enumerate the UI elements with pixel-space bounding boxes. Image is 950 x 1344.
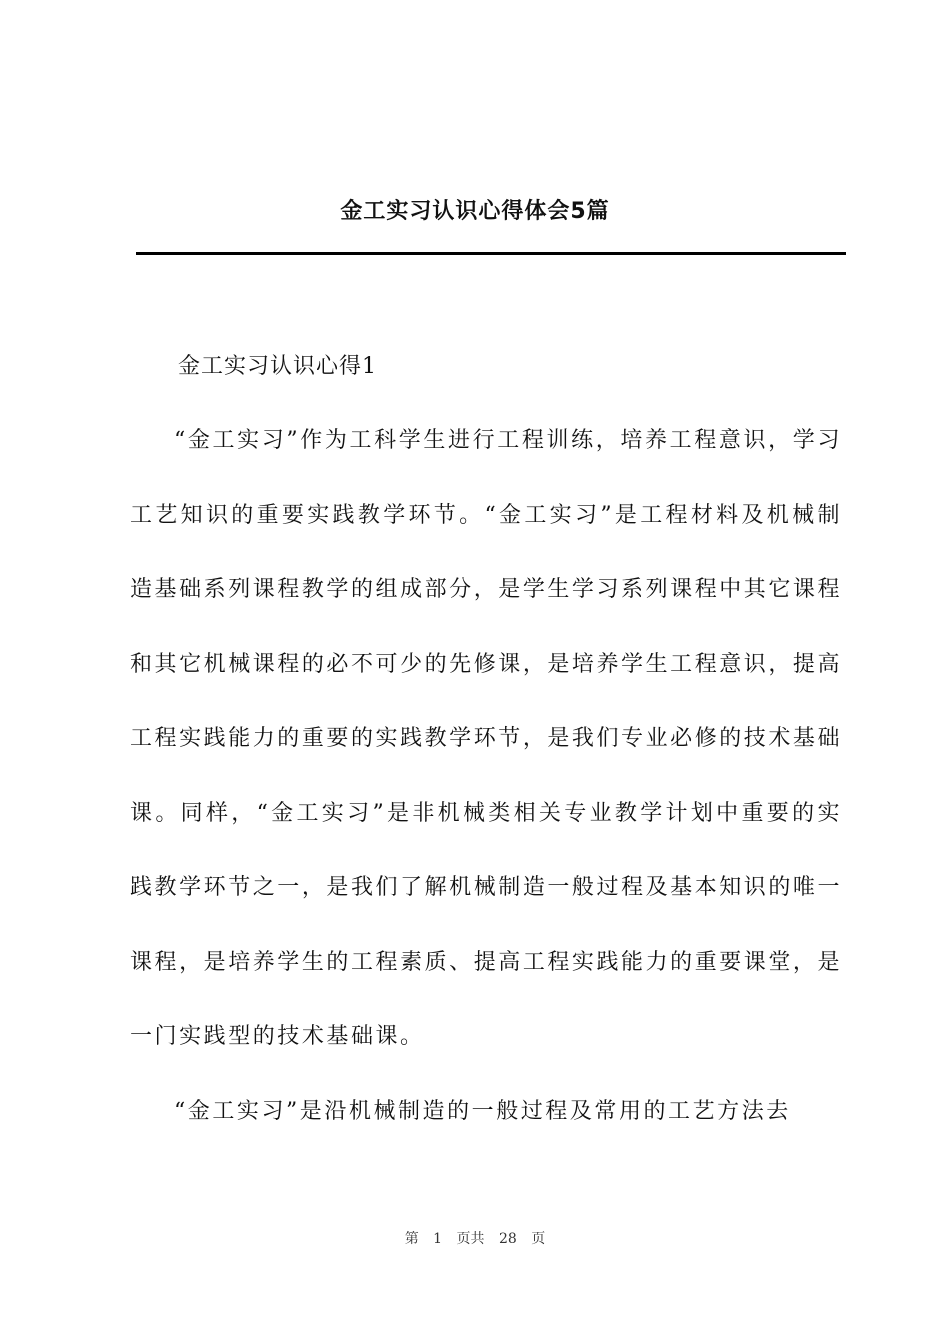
- body-paragraph-1: “金工实习”作为工科学生进行工程训练，培养工程意识，学习工艺知识的重要实践教学环节。“金工实习”是工程材料及机械制造基础系列课程教学的组成部分，是学生学习系列课程中其它课程和其它机械课程的必不可少的先修课，是培养学生工程意识，提高工程实践能力的重要的实践教学环节，是我们专业必修的技术基础课。同样，“金工实习”是非机械类相关专业教学计划中重要的实践教学环节之一，是我们了解机械制造一般过程及基本知识的唯一课程，是培养学生的工程素质、提高工程实践能力的重要课堂，是一门实践型的技术基础课。: [130, 428, 842, 1049]
- document-title: 金工实习认识心得体会5篇: [340, 199, 610, 224]
- title-divider: [136, 252, 846, 255]
- page-number-footer: 第 1 页共 28 页: [404, 1231, 546, 1247]
- document-body: [130, 330, 842, 1149]
- body-paragraph-2: “金工实习”是沿机械制造的一般过程及常用的工艺方法去: [174, 1098, 791, 1124]
- section-heading: 金工实习认识心得1: [178, 354, 377, 379]
